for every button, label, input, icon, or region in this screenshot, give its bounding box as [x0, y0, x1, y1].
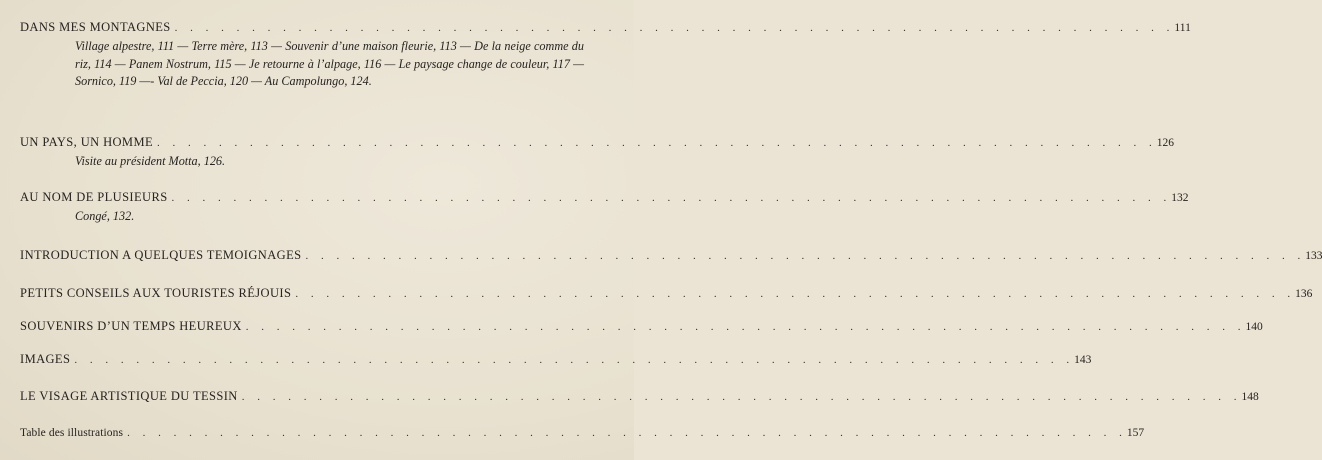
- toc-entry-images: [20, 352, 1092, 367]
- toc-row: [20, 248, 1322, 263]
- dot-leader: . . . . . . . . . . . . . . . . . . . . . . . . . . . . . . . . . . . . . . . . . . . . . . . . . . . . . . . . . . . . . . . . .: [295, 288, 1296, 300]
- page-number: 136: [1295, 288, 1313, 300]
- dot-leader: . . . . . . . . . . . . . . . . . . . . . . . . . . . . . . . . . . . . . . . . . . . . . . . . . . . . . . . . . . . . . . . . .: [245, 321, 1246, 333]
- toc-title: UN PAYS, UN HOMME: [20, 135, 153, 149]
- toc-title: LE VISAGE ARTISTIQUE DU TESSIN: [20, 389, 238, 403]
- page-number: 133: [1305, 250, 1322, 262]
- toc-row: [20, 389, 1259, 404]
- toc-subentries: Congé, 132.: [75, 209, 135, 223]
- page-number: 126: [1156, 137, 1174, 149]
- toc-row: [20, 135, 1174, 150]
- toc-entry-petits-conseils: [20, 286, 1313, 301]
- page-number: 148: [1241, 391, 1259, 403]
- toc-title: INTRODUCTION A QUELQUES TEMOIGNAGES: [20, 248, 302, 262]
- dot-leader: . . . . . . . . . . . . . . . . . . . . . . . . . . . . . . . . . . . . . . . . . . . . . . . . . . . . . . . . . . . . . . . . .: [74, 354, 1075, 366]
- toc-row: [20, 427, 1145, 439]
- page-number: 157: [1126, 427, 1145, 439]
- dot-leader: . . . . . . . . . . . . . . . . . . . . . . . . . . . . . . . . . . . . . . . . . . . . . . . . . . . . . . . . . . . . . . . . .: [305, 250, 1306, 262]
- toc-entry-table-des-illustrations: [20, 427, 1145, 439]
- page-number: 143: [1074, 354, 1092, 366]
- toc-row: [20, 20, 1191, 35]
- toc-row: [20, 190, 1189, 205]
- page-number: 132: [1171, 192, 1189, 204]
- dot-leader: . . . . . . . . . . . . . . . . . . . . . . . . . . . . . . . . . . . . . . . . . . . . . . . . . . . . . . . . . . . . . . . . .: [174, 22, 1175, 34]
- toc-row: [20, 352, 1092, 367]
- toc-entry-souvenirs: [20, 319, 1263, 334]
- toc-title: SOUVENIRS D’UN TEMPS HEUREUX: [20, 319, 242, 333]
- dot-leader: . . . . . . . . . . . . . . . . . . . . . . . . . . . . . . . . . . . . . . . . . . . . . . . . . . . . . . . . . . . . . . . . .: [127, 427, 1127, 439]
- dot-leader: . . . . . . . . . . . . . . . . . . . . . . . . . . . . . . . . . . . . . . . . . . . . . . . . . . . . . . . . . . . . . . . . .: [241, 391, 1242, 403]
- toc-entry-dans-mes-montagnes: [20, 20, 1191, 91]
- page-number: 140: [1245, 321, 1263, 333]
- page-number: 111: [1174, 22, 1191, 34]
- toc-title: PETITS CONSEILS AUX TOURISTES RÉJOUIS: [20, 286, 292, 300]
- dot-leader: . . . . . . . . . . . . . . . . . . . . . . . . . . . . . . . . . . . . . . . . . . . . . . . . . . . . . . . . . . . . . . . . .: [171, 192, 1172, 204]
- toc-subentries: Visite au président Motta, 126.: [75, 154, 226, 168]
- toc-row: [20, 286, 1313, 301]
- toc-title: AU NOM DE PLUSIEURS: [20, 190, 168, 204]
- toc-entry-introduction: [20, 248, 1322, 263]
- toc-title: IMAGES: [20, 352, 71, 366]
- toc-entry-un-pays-un-homme: [20, 135, 1174, 171]
- toc-entry-au-nom-de-plusieurs: [20, 190, 1189, 226]
- toc-subentries: Village alpestre, 111 — Terre mère, 113 — Souvenir d’une maison fleurie, 113 — De la neige comme du riz, 114 — Panem Nostrum, 115 — Je retourne à l’alpage, 116 — Le paysage change de couleur, 117 — Sornico, 119 —- Val de Peccia, 120 — Au Campolungo, 124.: [75, 39, 584, 88]
- toc-title: DANS MES MONTAGNES: [20, 20, 171, 34]
- dot-leader: . . . . . . . . . . . . . . . . . . . . . . . . . . . . . . . . . . . . . . . . . . . . . . . . . . . . . . . . . . . . . . . . .: [157, 137, 1157, 149]
- toc-row: [20, 319, 1263, 334]
- toc-entry-visage-artistique: [20, 389, 1259, 404]
- toc-title: Table des illustrations: [20, 427, 124, 439]
